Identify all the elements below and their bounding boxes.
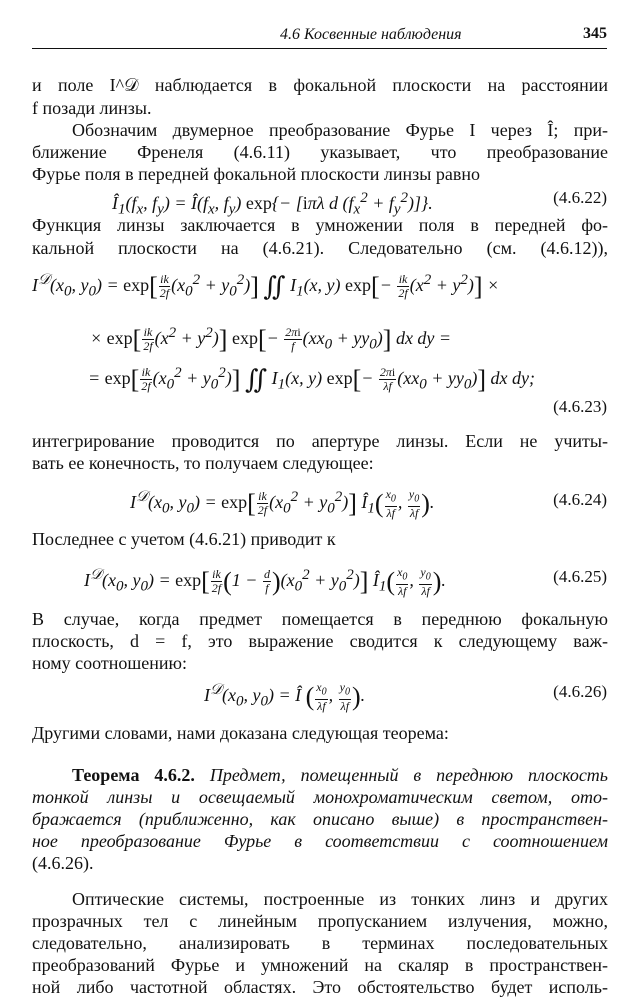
- text-line: преобразований Фурье и умножений на скаляр в пространствен-: [32, 955, 608, 975]
- text-line: ной либо частотной областях. Это обстоятельство будет исполь-: [32, 977, 608, 997]
- text-line: Последнее с учетом (4.6.21) приводит к: [32, 529, 336, 549]
- running-title: 4.6 Косвенные наблюдения: [280, 26, 462, 43]
- equation-4-6-25: $I^𝒟(x_0$, $y_0) = \exp$[ $\frac{ik}{2f}$ (1 − $\frac{d}{f}$ )$(x_0^2 + y_0^2)$] $Î_1$( $\frac{x_0}{\lambda f}$ , $\frac{y_0}{\lambda f}$ ).: [84, 565, 446, 598]
- equation-4-6-23-line-2: × exp[ $\frac{ik}{2f}$ $(x^2 + y^2)$] exp[− $\frac{2\pi i}{f}$ $(xx_0 + yy_0)$] dx dy =: [90, 324, 452, 354]
- equation-number: (4.6.26): [553, 682, 607, 701]
- text-line: f позади линзы.: [32, 98, 152, 118]
- text-line: плоскость, d = f, это выражение сводится к следующему важ-: [32, 631, 608, 651]
- theorem-line: бражается (приближенно, как описано выше) в пространствен-: [32, 809, 608, 829]
- equation-4-6-23-line-1: $I^𝒟(x_0$, $y_0) = \exp$[ $\frac{ik}{2f}$ $(x_0^2 + y_0^2)$] ∬ $I_1(x$, y) exp[− $\frac{ik}{2f}$ $(x^2 + y^2)$] ×: [32, 271, 500, 301]
- theorem-title: Теорема 4.6.2.: [72, 765, 195, 785]
- text-line: прозрачных тел с линейным пропусканием излучения, можно,: [32, 911, 608, 931]
- text-line: ному соотношению:: [32, 653, 187, 673]
- text-line: вать ее конечность, то получаем следующее:: [32, 453, 374, 473]
- text-line: Функция линзы заключается в умножении поля в передней фо-: [32, 215, 608, 235]
- equation-number: (4.6.23): [553, 397, 607, 416]
- text-line: Фурье поля в передней фокальной плоскости линзы равно: [32, 164, 480, 184]
- text-line: интегрирование проводится по апертуре линзы. Если не учиты-: [32, 431, 608, 451]
- text-line: В случае, когда предмет помещается в переднюю фокальную: [32, 609, 608, 629]
- equation-4-6-24: $I^𝒟(x_0$, $y_0) = \exp$[ $\frac{ik}{2f}$ $(x_0^2 + y_0^2)$] $Î_1$( $\frac{x_0}{\lambda f}$ , $\frac{y_0}{\lambda f}$ ).: [130, 487, 435, 520]
- theorem-first-line: [32, 764, 608, 786]
- equation-4-6-22: $Î_1(f_x$, $f_y$) = $Î(f_x$, $f_y$) exp{− [iπλ d $(f_x^2 + f_y^2)$]}.: [112, 190, 433, 218]
- text-line: ближение Френеля (4.6.11) указывает, что преобразование: [32, 142, 608, 162]
- theorem-line: (4.6.26).: [32, 853, 94, 873]
- theorem-line: ное преобразование Фурье в соответствии с соотношением: [32, 831, 608, 851]
- equation-number: (4.6.22): [553, 188, 607, 207]
- running-header: [32, 22, 607, 49]
- theorem-line: тонкой линзы и освещаемый монохроматическим светом, ото-: [32, 787, 608, 807]
- page-number: 345: [583, 25, 607, 42]
- equation-4-6-23-line-3: = exp[ $\frac{ik}{2f}$ $(x_0^2 + y_0^2)$] ∬ $I_1(x$, y) exp[− $\frac{2\pi i}{\lambda f}$ $(xx_0 + yy_0)$] dx dy;: [88, 364, 536, 394]
- equation-number: (4.6.24): [553, 490, 607, 509]
- text-line: и поле I^𝒟 наблюдается в фокальной плоскости на расстоянии: [32, 75, 608, 95]
- equation-4-6-26: $I^𝒟(x_0$, $y_0$) = Î ( $\frac{x_0}{\lambda f}$ , $\frac{y_0}{\lambda f}$ ).: [204, 680, 366, 713]
- text-line: Оптические системы, построенные из тонких линз и других: [72, 889, 608, 909]
- equation-number: (4.6.25): [553, 567, 607, 586]
- text-line: Обозначим двумерное преобразование Фурье I через Î; при-: [72, 120, 608, 140]
- text-line: Другими словами, нами доказана следующая теорема:: [32, 723, 449, 743]
- text-line: кальной плоскости на (4.6.21). Следовательно (см. (4.6.12)),: [32, 238, 608, 258]
- text-line: следовательно, анализировать в терминах последовательных: [32, 933, 608, 953]
- theorem-text: Предмет, помещенный в переднюю плоскость: [209, 765, 608, 785]
